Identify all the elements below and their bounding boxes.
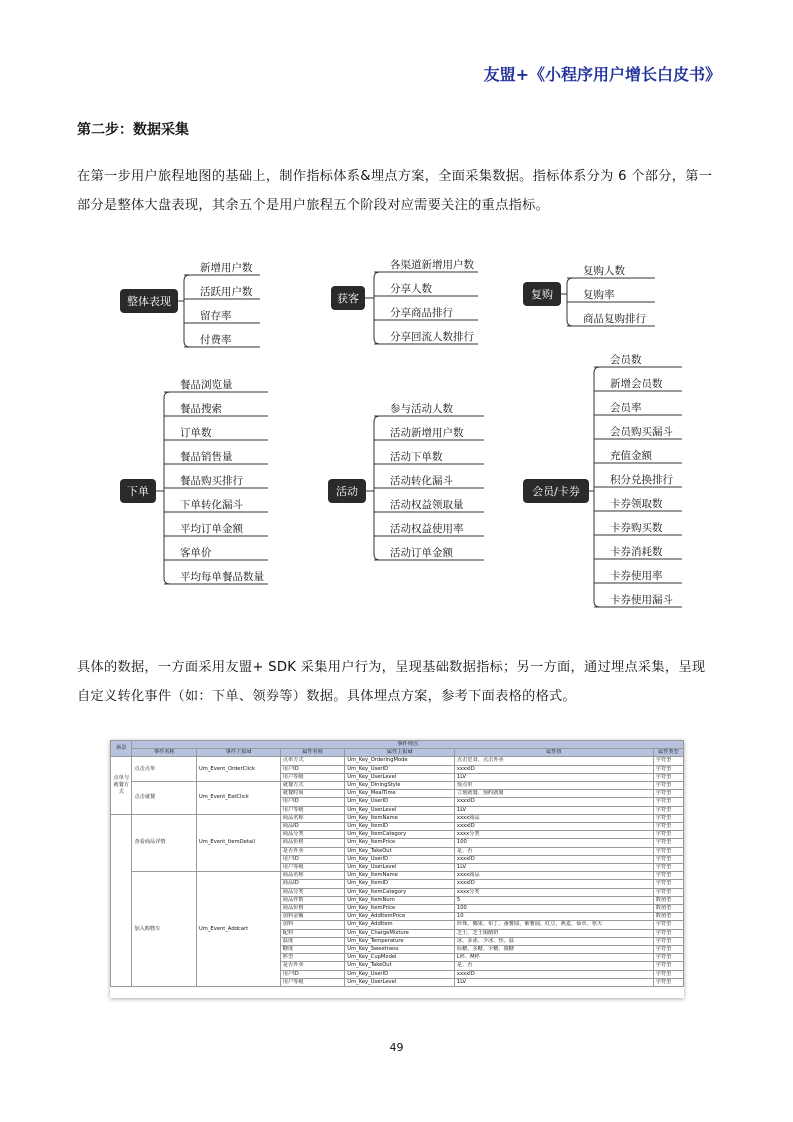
attr-id-cell: Um_Key_ItemID <box>345 880 455 888</box>
mindmap-item: 分享商品排行 <box>390 307 453 319</box>
attr-id-cell: Um_Key_DiningStyle <box>345 782 455 790</box>
attr-value-cell: xxxxID <box>454 970 653 978</box>
mindmap-root-label: 整体表现 <box>127 295 171 308</box>
mindmap-item: 客单价 <box>180 547 212 559</box>
attr-type-cell: 字符型 <box>653 864 683 872</box>
attr-id-cell: Um_Key_ItemName <box>345 872 455 880</box>
attr-type-cell: 字符型 <box>653 798 683 806</box>
mindmap-item: 新增会员数 <box>610 378 663 390</box>
mindmap-item: 商品复购排行 <box>583 313 646 325</box>
attr-value-cell: 10 <box>454 913 653 921</box>
attr-name-cell: 商品分类 <box>280 831 344 839</box>
attr-type-cell: 字符型 <box>653 773 683 781</box>
event-name-cell: 点击就餐 <box>132 782 196 815</box>
attr-id-cell: Um_Key_UserLevel <box>345 864 455 872</box>
attr-name-cell: 点单方式 <box>280 757 344 765</box>
event-name-cell: 查看商品详情 <box>132 814 196 871</box>
attr-type-cell: 字符型 <box>653 855 683 863</box>
attr-value-cell: 点击堂食、点击外卖 <box>454 757 653 765</box>
attr-name-cell: 商品ID <box>280 823 344 831</box>
intro-paragraph: 在第一步用户旅程地图的基础上，制作指标体系&埋点方案，全面采集数据。指标体系分为 6 个部分，第一部分是整体大盘表现，其余五个是用户旅程五个阶段对应需要关注的重点指标。 <box>77 169 713 213</box>
attr-id-cell: Um_Key_AddItemPrice <box>345 913 455 921</box>
mindmap-root-label: 会员/卡券 <box>532 485 580 498</box>
attr-type-cell: 字符型 <box>653 847 683 855</box>
attr-id-cell: Um_Key_UserID <box>345 765 455 773</box>
table-header-attr-type: 属性类型 <box>653 749 683 757</box>
mindmap-item: 餐品购买排行 <box>180 475 243 487</box>
mindmap-root-label: 下单 <box>127 485 149 498</box>
attr-name-cell: 用户等级 <box>280 806 344 814</box>
mindmap-item: 餐品搜索 <box>180 403 222 415</box>
attr-id-cell: Um_Key_TakeOut <box>345 847 455 855</box>
attr-name-cell: 用户等级 <box>280 978 344 986</box>
attr-name-cell: 用户ID <box>280 765 344 773</box>
attr-value-cell: 1LV <box>454 978 653 986</box>
attr-name-cell: 用户ID <box>280 970 344 978</box>
attr-id-cell: Um_Key_Temperature <box>345 937 455 945</box>
attr-id-cell: Um_Key_ItemID <box>345 823 455 831</box>
table-row <box>111 782 684 790</box>
attr-id-cell: Um_Key_MealTime <box>345 790 455 798</box>
attr-value-cell: 标糖、多糖、少糖、微糖 <box>454 946 653 954</box>
attr-value-cell: xxxx分类 <box>454 831 653 839</box>
mindmap-item: 卡券购买数 <box>610 522 663 534</box>
attr-value-cell: 是、否 <box>454 847 653 855</box>
attr-value-cell: xxxxID <box>454 765 653 773</box>
attr-type-cell: 字符型 <box>653 806 683 814</box>
attr-id-cell: Um_Key_ItemCategory <box>345 831 455 839</box>
mindmap-item: 活动权益使用率 <box>390 523 464 535</box>
mindmap-item: 活动新增用户数 <box>390 427 464 439</box>
mindmap-bracket <box>184 275 190 347</box>
attr-id-cell: Um_Key_OrderingMode <box>345 757 455 765</box>
attr-value-cell: L杯、M杯 <box>454 954 653 962</box>
attr-type-cell: 字符型 <box>653 823 683 831</box>
attr-name-cell: 是否外卖 <box>280 847 344 855</box>
attr-value-cell: 是、否 <box>454 962 653 970</box>
table-row <box>111 872 684 880</box>
table-header-attr-id: 属性上报id <box>345 749 455 757</box>
attr-type-cell: 字符型 <box>653 962 683 970</box>
section-title: 第二步：数据采集 <box>77 122 189 138</box>
attr-value-cell: 1LV <box>454 806 653 814</box>
header-title: 友盟+《小程序用户增长白皮书》 <box>483 65 721 84</box>
mindmap-item: 会员数 <box>610 354 642 366</box>
attr-value-cell: 100 <box>454 839 653 847</box>
attr-id-cell: Um_Key_UserID <box>345 855 455 863</box>
attr-type-cell: 字符型 <box>653 839 683 847</box>
attr-id-cell: Um_Key_UserLevel <box>345 978 455 986</box>
attr-value-cell: 珍珠、椰果、布丁、番薯圆、紫薯圆、红豆、燕麦、仙草、寒天 <box>454 921 653 929</box>
attr-id-cell: Um_Key_ItemPrice <box>345 839 455 847</box>
event-id-cell: Um_Event_Addcart <box>196 872 280 987</box>
mindmap-item: 下单转化漏斗 <box>180 499 243 511</box>
attr-id-cell: Um_Key_ItemNum <box>345 896 455 904</box>
event-id-cell: Um_Event_EatClick <box>196 782 280 815</box>
attr-name-cell: 用户等级 <box>280 773 344 781</box>
tracking-table <box>110 740 684 987</box>
attr-type-cell: 字符型 <box>653 954 683 962</box>
attr-id-cell: Um_Key_Sweetness <box>345 946 455 954</box>
page-number: 49 <box>389 1041 404 1054</box>
attr-type-cell: 字符型 <box>653 970 683 978</box>
mindmap-item: 卡券使用漏斗 <box>610 594 673 606</box>
attr-name-cell: 加料 <box>280 921 344 929</box>
attr-value-cell: 芝士、芝士焗酪奶 <box>454 929 653 937</box>
mindmap-2 <box>523 264 655 326</box>
mindmap-root-label: 获客 <box>337 292 359 305</box>
mindmap-item: 活跃用户数 <box>200 286 253 298</box>
attr-value-cell: 1LV <box>454 864 653 872</box>
attr-name-cell: 配料 <box>280 929 344 937</box>
attr-name-cell: 商品价格 <box>280 905 344 913</box>
attr-value-cell: 预点单 <box>454 782 653 790</box>
mindmap-item: 餐品浏览量 <box>180 379 233 391</box>
mindmap-item: 付费率 <box>200 334 232 346</box>
mindmap-root-label: 复购 <box>531 288 553 301</box>
mindmap-1 <box>331 258 478 344</box>
attr-value-cell: 冰、多冰、少冰、热、温 <box>454 937 653 945</box>
mindmap-item: 新增用户数 <box>200 262 253 274</box>
mindmap-item: 各渠道新增用户数 <box>390 259 474 271</box>
mindmap-item: 复购人数 <box>583 265 625 277</box>
mindmap-item: 分享人数 <box>390 283 432 295</box>
attr-id-cell: Um_Key_ItemName <box>345 814 455 822</box>
mindmap-item: 订单数 <box>180 427 212 439</box>
attr-value-cell: xxxx商品 <box>454 872 653 880</box>
attr-type-cell: 字符型 <box>653 921 683 929</box>
attr-type-cell: 字符型 <box>653 946 683 954</box>
attr-name-cell: 用户ID <box>280 855 344 863</box>
attr-name-cell: 商品名称 <box>280 814 344 822</box>
mindmap-bracket <box>374 272 380 344</box>
attr-value-cell: 立刻就餐、预约就餐 <box>454 790 653 798</box>
attr-value-cell: 5 <box>454 896 653 904</box>
mindmap-item: 留存率 <box>200 310 232 322</box>
mindmap-item: 活动转化漏斗 <box>390 475 453 487</box>
attr-name-cell: 商品价格 <box>280 839 344 847</box>
attr-id-cell: Um_Key_CupModel <box>345 954 455 962</box>
mindmap-item: 活动权益领取量 <box>390 499 464 511</box>
attr-name-cell: 温度 <box>280 937 344 945</box>
table-row <box>111 814 684 822</box>
attr-type-cell: 字符型 <box>653 978 683 986</box>
attr-name-cell: 就餐时间 <box>280 790 344 798</box>
attr-type-cell: 字符型 <box>653 782 683 790</box>
mindmap-root-label: 活动 <box>336 485 358 498</box>
attr-name-cell: 商品分类 <box>280 888 344 896</box>
attr-type-cell: 数值型 <box>653 905 683 913</box>
mindmap-item: 积分兑换排行 <box>610 474 673 486</box>
attr-name-cell: 加料金额 <box>280 913 344 921</box>
mindmap-item: 卡券消耗数 <box>610 546 663 558</box>
attr-id-cell: Um_Key_UserLevel <box>345 806 455 814</box>
attr-type-cell: 数值型 <box>653 913 683 921</box>
attr-id-cell: Um_Key_AddItem <box>345 921 455 929</box>
table-header-scene: 场景 <box>111 741 132 757</box>
mindmap-item: 卡券领取数 <box>610 498 663 510</box>
attr-type-cell: 字符型 <box>653 872 683 880</box>
table-header-event-id: 事件上报id <box>196 749 280 757</box>
mindmap-item: 充值金额 <box>610 450 652 462</box>
event-id-cell: Um_Event_ItemDetail <box>196 814 280 871</box>
mindmap-item: 活动订单金额 <box>390 547 453 559</box>
mindmap-item: 复购率 <box>583 289 615 301</box>
attr-id-cell: Um_Key_ChargeMixture <box>345 929 455 937</box>
table-header-attr-name: 属性名称 <box>280 749 344 757</box>
attr-value-cell: xxxxID <box>454 798 653 806</box>
attr-type-cell: 字符型 <box>653 757 683 765</box>
table-header-event-name: 事件名称 <box>132 749 196 757</box>
attr-id-cell: Um_Key_ItemCategory <box>345 888 455 896</box>
table-header-attr-value: 属性值 <box>454 749 653 757</box>
attr-name-cell: 糖度 <box>280 946 344 954</box>
mindmap-0 <box>120 261 260 347</box>
attr-type-cell: 数值型 <box>653 896 683 904</box>
attr-name-cell: 商品ID <box>280 880 344 888</box>
attr-type-cell: 字符型 <box>653 814 683 822</box>
attr-id-cell: Um_Key_UserID <box>345 798 455 806</box>
attr-name-cell: 商品件数 <box>280 896 344 904</box>
mindmap-5 <box>523 353 682 607</box>
attr-type-cell: 字符型 <box>653 888 683 896</box>
scene-cell <box>111 814 132 986</box>
mindmap-item: 平均每单餐品数量 <box>180 571 264 583</box>
mindmap-item: 分享回流人数排行 <box>390 331 474 343</box>
tracking-table-image <box>110 740 684 998</box>
attr-name-cell: 杯型 <box>280 954 344 962</box>
attr-type-cell: 字符型 <box>653 765 683 773</box>
attr-value-cell: 100 <box>454 905 653 913</box>
attr-value-cell: xxxxID <box>454 880 653 888</box>
mindmap-3 <box>120 378 268 584</box>
event-name-cell: 加入购物车 <box>132 872 196 987</box>
mindmap-item: 卡券使用率 <box>610 570 663 582</box>
attr-value-cell: 1LV <box>454 773 653 781</box>
attr-type-cell: 字符型 <box>653 880 683 888</box>
attr-type-cell: 字符型 <box>653 929 683 937</box>
attr-name-cell: 就餐方式 <box>280 782 344 790</box>
mindmap-item: 餐品销售量 <box>180 451 233 463</box>
detail-paragraph: 具体的数据，一方面采用友盟+ SDK 采集用户行为，呈现基础数据指标；另一方面，通过埋点采集，呈现自定义转化事件（如：下单、领券等）数据。具体埋点方案，参考下面表格的格式。 <box>77 660 706 704</box>
mindmap-item: 会员购买漏斗 <box>610 426 673 438</box>
event-name-cell: 点击点单 <box>132 757 196 782</box>
attr-value-cell: xxxx分类 <box>454 888 653 896</box>
mindmap-item: 活动下单数 <box>390 451 443 463</box>
attr-value-cell: xxxxID <box>454 855 653 863</box>
attr-name-cell: 用户ID <box>280 798 344 806</box>
attr-type-cell: 字符型 <box>653 937 683 945</box>
scene-cell: 点单与就餐方式 <box>111 757 132 814</box>
mindmap-item: 参与活动人数 <box>390 403 453 415</box>
attr-name-cell: 是否外卖 <box>280 962 344 970</box>
attr-id-cell: Um_Key_ItemPrice <box>345 905 455 913</box>
event-id-cell: Um_Event_OrderClick <box>196 757 280 782</box>
mindmap-item: 会员率 <box>610 402 642 414</box>
attr-name-cell: 商品名称 <box>280 872 344 880</box>
table-group-header: 事件埋点 <box>132 741 684 749</box>
mindmap-item: 平均订单金额 <box>180 523 243 535</box>
attr-type-cell: 字符型 <box>653 790 683 798</box>
attr-value-cell: xxxxID <box>454 823 653 831</box>
attr-type-cell: 字符型 <box>653 831 683 839</box>
table-row <box>111 757 684 765</box>
attr-id-cell: Um_Key_UserID <box>345 970 455 978</box>
attr-value-cell: xxxx商品 <box>454 814 653 822</box>
mindmap-4 <box>328 402 484 560</box>
attr-id-cell: Um_Key_UserLevel <box>345 773 455 781</box>
attr-id-cell: Um_Key_TakeOut <box>345 962 455 970</box>
attr-name-cell: 用户等级 <box>280 864 344 872</box>
